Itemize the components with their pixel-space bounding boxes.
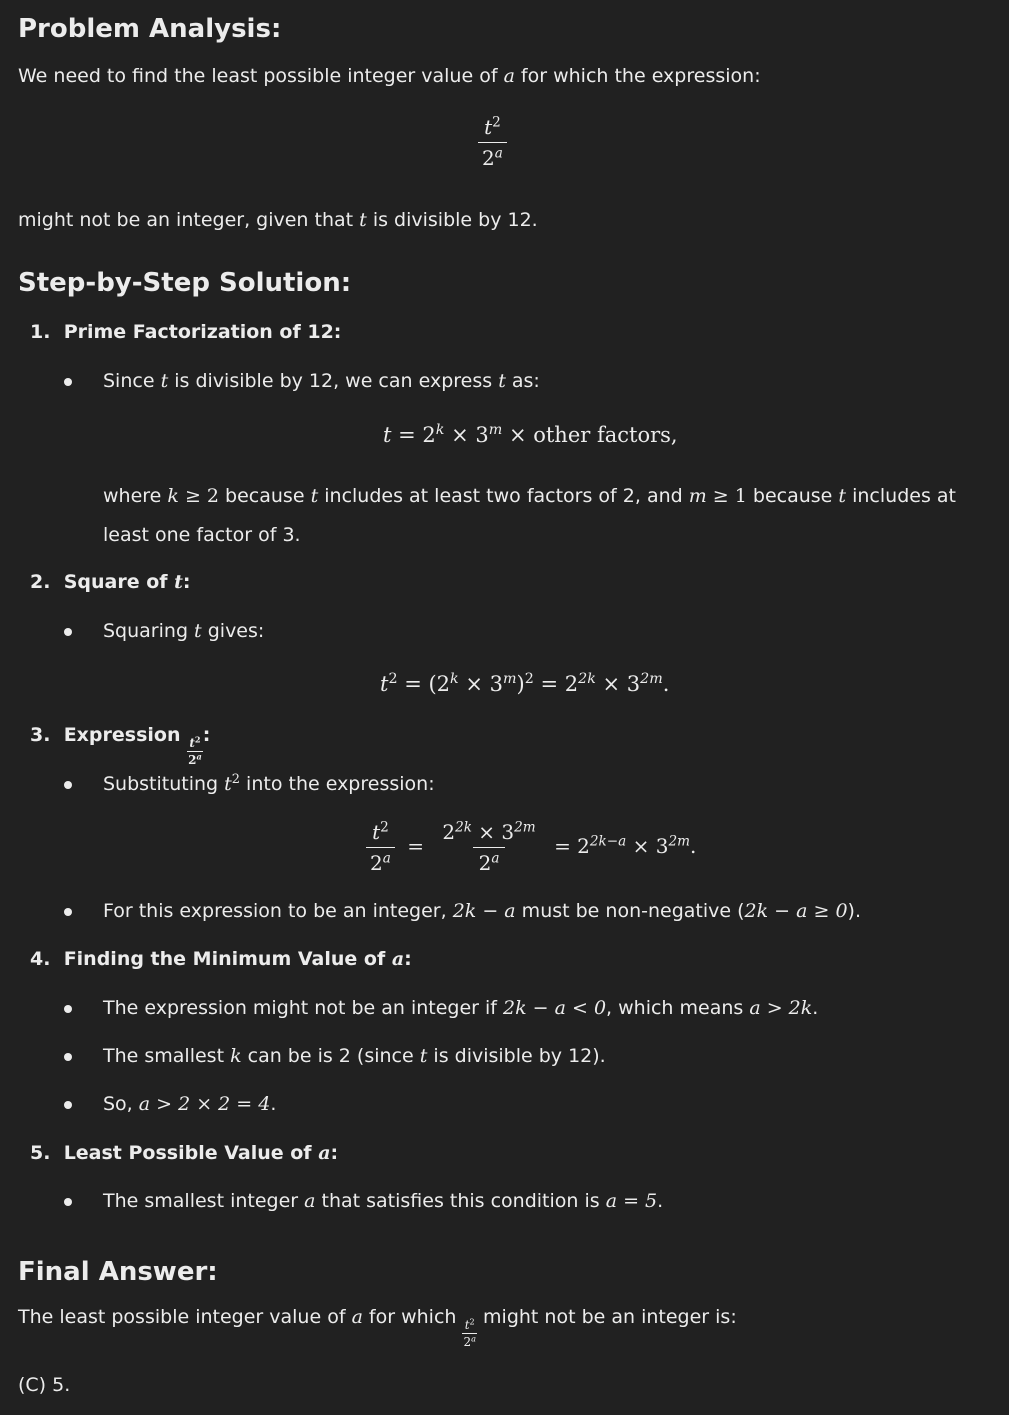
step-1-where-line1: where k ≥ 2 because t includes at least two factors of 2, and m ≥ 1 because t includes at bbox=[103, 485, 956, 507]
step-3-equation: $\frac{t^2}{2^a}$ = $\frac{2^{2k} \times 3^{2m}}{2^a}$ = $2^{2k-a} \times 3^{2m}$. bbox=[366, 820, 696, 875]
step-2-bullet-text: Squaring t gives: bbox=[103, 620, 265, 642]
bullet bbox=[64, 378, 72, 386]
step-3-title: 3. Expression $\frac{t^2}{2^a}$ : bbox=[30, 724, 211, 767]
final-fraction: $\frac{t^2}{2^a}$ bbox=[463, 1316, 476, 1349]
bullet bbox=[64, 1101, 72, 1109]
analysis-condition: might not be an integer, given that t is divisible by 12. bbox=[18, 209, 538, 231]
step-4-bullet-3: So, a > 2 × 2 = 4. bbox=[103, 1093, 277, 1115]
step-3-bullet-1: Substituting $t^2$ into the expression: bbox=[103, 771, 435, 795]
bullet bbox=[64, 1005, 72, 1013]
step-1-title: 1. Prime Factorization of 12: bbox=[30, 321, 342, 343]
step-2-equation: $t^2 = (2^k \times 3^m)^2 = 2^{2k} \times 3^{2m}$. bbox=[380, 671, 670, 696]
final-answer-value: (C) 5. bbox=[18, 1374, 71, 1396]
analysis-expression: $\frac{t^2}{2^a}$ bbox=[478, 115, 507, 170]
bullet bbox=[64, 781, 72, 789]
final-answer-line: The least possible integer value of a for which $\frac{t^2}{2^a}$ might not be an integer is: bbox=[18, 1306, 737, 1349]
step-4-title: 4. Finding the Minimum Value of a: bbox=[30, 948, 412, 970]
bullet bbox=[64, 1053, 72, 1061]
step-4-bullet-1: The expression might not be an integer if 2k − a < 0, which means a > 2k. bbox=[103, 997, 819, 1019]
heading-step-by-step: Step-by-Step Solution: bbox=[18, 268, 352, 298]
step-2-title: 2. Square of t: bbox=[30, 571, 191, 593]
bullet bbox=[64, 908, 72, 916]
step-1-where-line2: least one factor of 3. bbox=[103, 524, 301, 546]
step-4-bullet-2: The smallest k can be is 2 (since t is divisible by 12). bbox=[103, 1045, 606, 1067]
step-5-title: 5. Least Possible Value of a: bbox=[30, 1142, 339, 1164]
step-1-equation: $t = 2^k \times 3^m$ × other factors, bbox=[383, 422, 678, 447]
heading-final-answer: Final Answer: bbox=[18, 1257, 218, 1287]
analysis-intro: We need to find the least possible integer value of a for which the expression: bbox=[18, 65, 761, 87]
step-1-bullet-text: Since t is divisible by 12, we can express t as: bbox=[103, 370, 540, 392]
heading-problem-analysis: Problem Analysis: bbox=[18, 14, 282, 44]
step-3-bullet-2: For this expression to be an integer, 2k − a must be non-negative (2k − a ≥ 0). bbox=[103, 900, 861, 922]
bullet bbox=[64, 628, 72, 636]
bullet bbox=[64, 1198, 72, 1206]
step-3-title-fraction: $\frac{t^2}{2^a}$ bbox=[188, 734, 202, 767]
step-5-bullet-1: The smallest integer a that satisfies this condition is a = 5. bbox=[103, 1190, 664, 1212]
